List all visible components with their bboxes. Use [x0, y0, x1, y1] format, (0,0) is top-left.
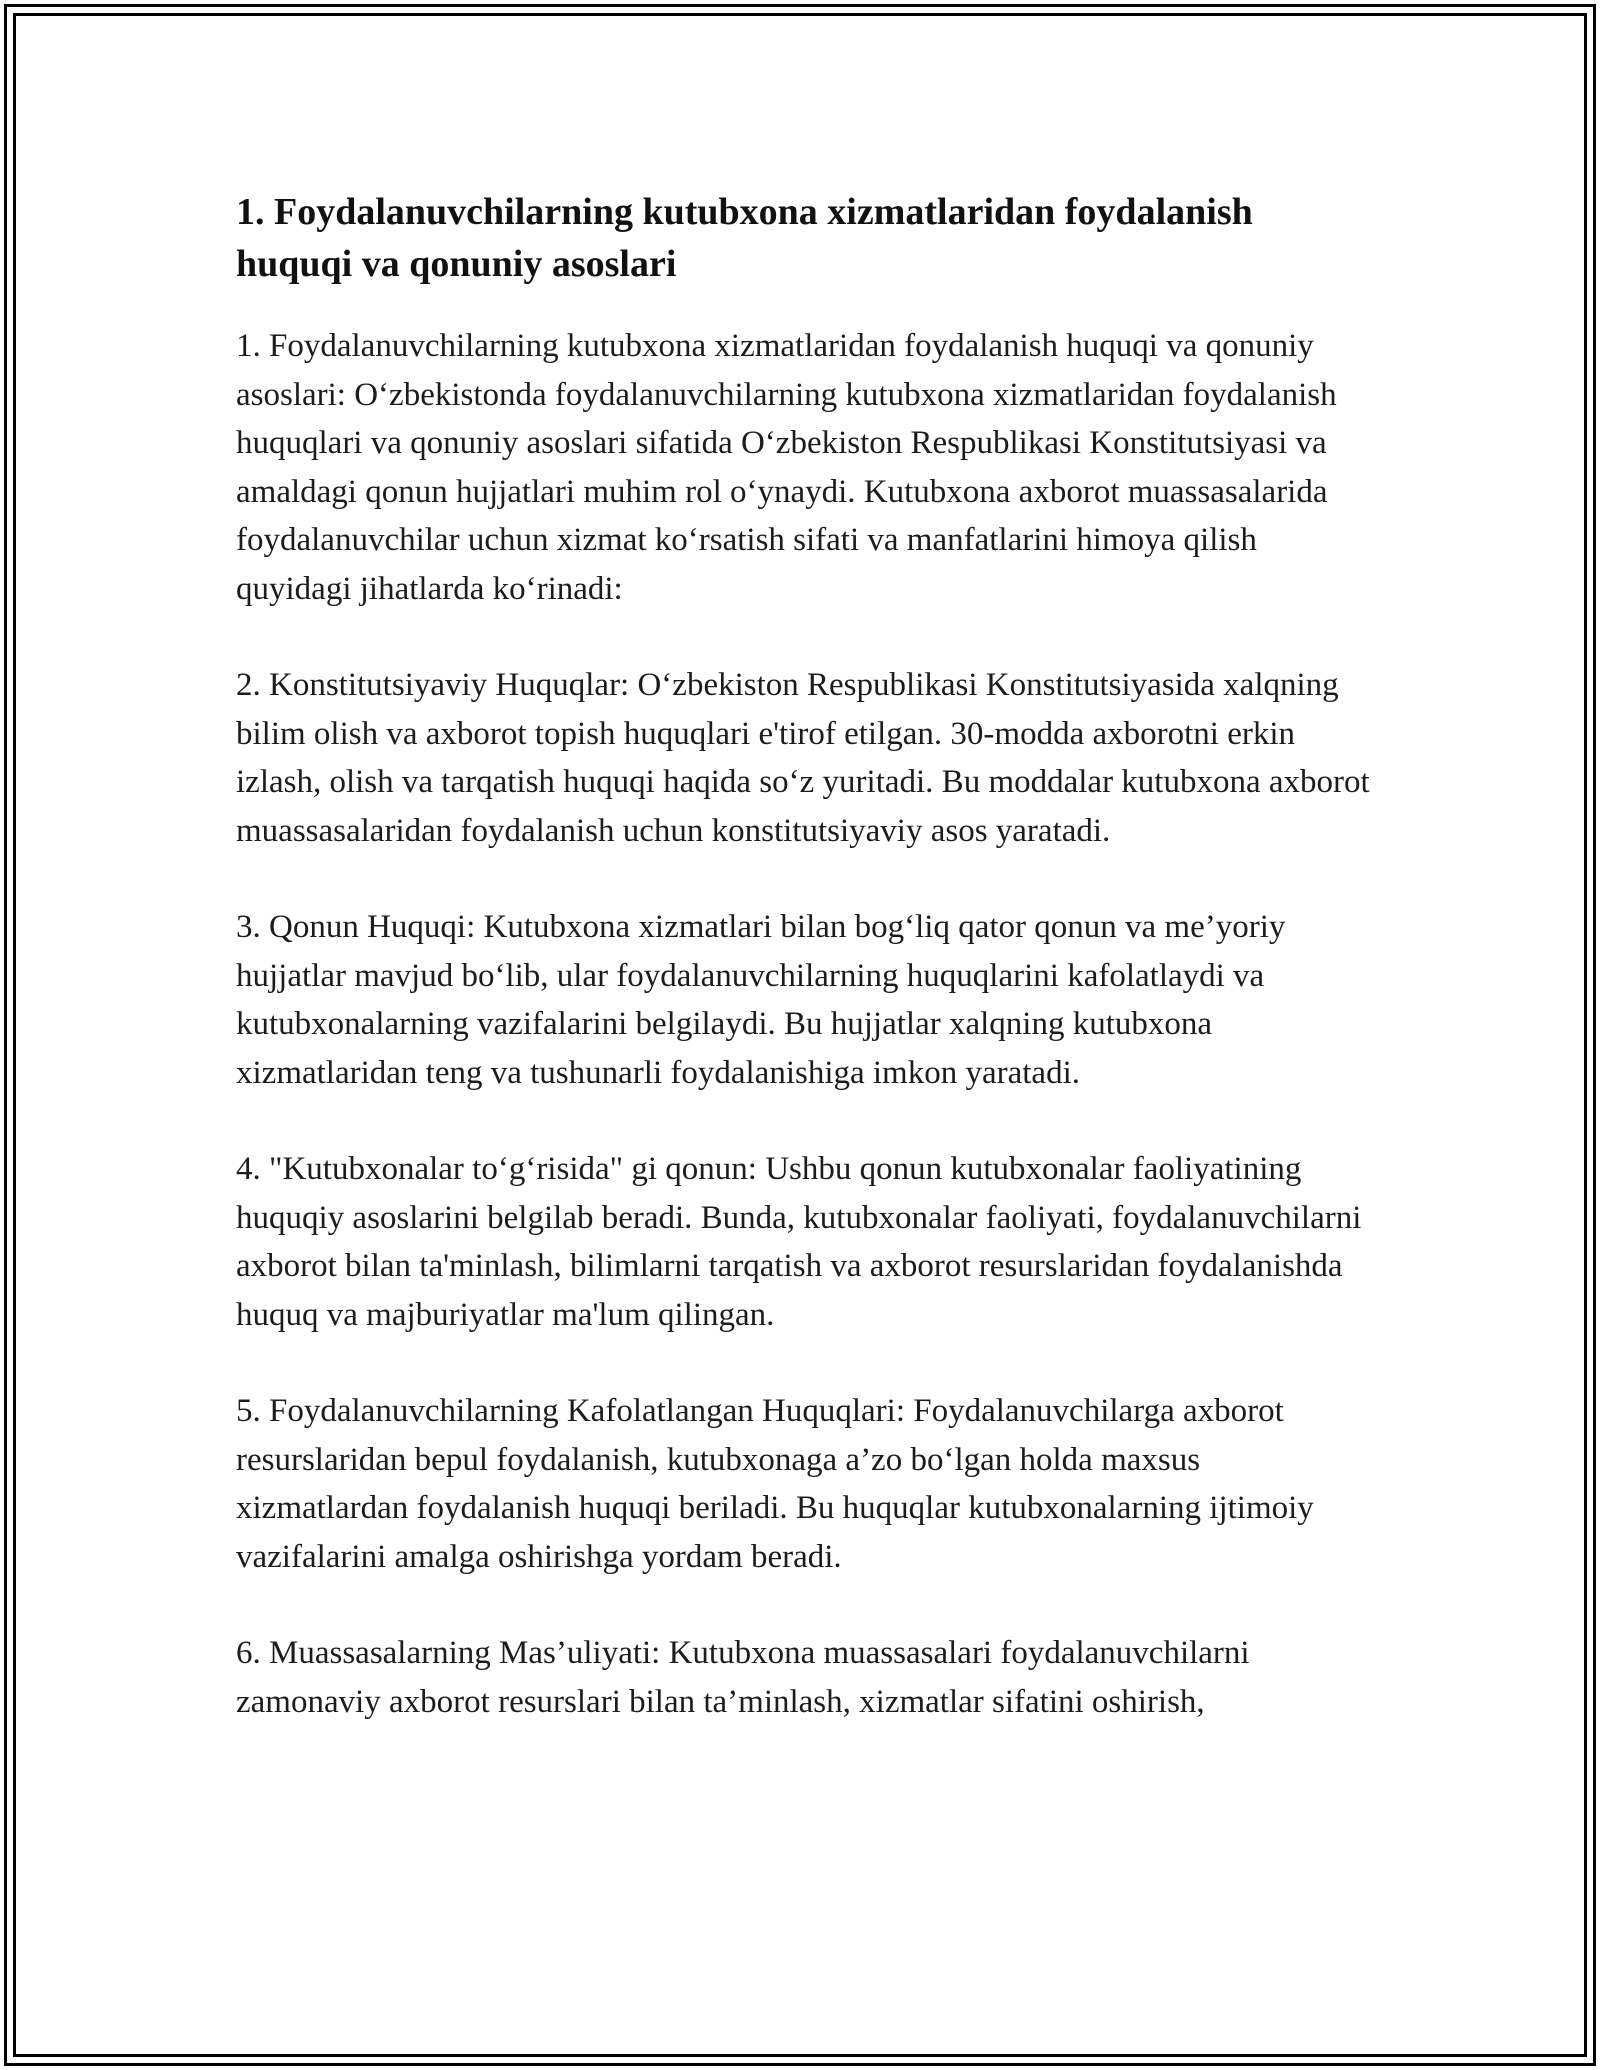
paragraph-5: 5. Foydalanuvchilarning Kafolatlangan Huquqlari: Foydalanuvchilarga axborot resurslaridan bepul foydalanish, kutubxonaga a’zo bo‘lgan holda maxsus xizmatlardan foydalanish huquqi beriladi. Bu huquqlar kutubxonalarning ijtimoiy vazifalarini amalga oshirishga yordam beradi. — [236, 1393, 1314, 1575]
paragraph-4: 4. "Kutubxonalar to‘g‘risida" gi qonun: Ushbu qonun kutubxonalar faoliyatining huquqiy asoslarini belgilab beradi. Bunda, kutubxonalar faoliyati, foydalanuvchilarni axborot bilan ta'minlash, bilimlarni tarqatish va axborot resurslaridan foydalanishda huquq va majburiyatlar ma'lum qilingan. — [236, 1151, 1362, 1333]
document-title: 1. Foydalanuvchilarning kutubxona xizmatlaridan foydalanish huquqi va qonuniy asoslari — [236, 191, 1253, 285]
paragraph-6: 6. Muassasalarning Mas’uliyati: Kutubxona muassasalari foydalanuvchilarni zamonaviy axborot resurslari bilan ta’minlash, xizmatlar sifatini oshirish, — [236, 1635, 1250, 1720]
paragraph-3: 3. Qonun Huquqi: Kutubxona xizmatlari bilan bog‘liq qator qonun va me’yoriy hujjatlar mavjud bo‘lib, ular foydalanuvchilarning huquqlarini kafolatlaydi va kutubxonalarning vazifalarini belgilaydi. Bu hujjatlar xalqning kutubxona xizmatlaridan teng va tushunarli foydalanishiga imkon yaratadi. — [236, 909, 1286, 1091]
paragraph-1: 1. Foydalanuvchilarning kutubxona xizmatlaridan foydalanish huquqi va qonuniy asoslari: O‘zbekistonda foydalanuvchilarning kutubxona xizmatlaridan foydalanish huquqlari va qonuniy asoslari sifatida O‘zbekiston Respublikasi Konstitutsiyasi va amaldagi qonun hujjatlari muhim rol o‘ynaydi. Kutubxona axborot muassasalarida foydalanuvchilar uchun xizmat ko‘rsatish sifati va manfatlarini himoya qilish quyidagi jihatlarda ko‘rinadi: — [236, 328, 1337, 607]
paragraph-2: 2. Konstitutsiyaviy Huquqlar: O‘zbekiston Respublikasi Konstitutsiyasida xalqning bilim olish va axborot topish huquqlari e'tirof etilgan. 30-modda axborotni erkin izlash, olish va tarqatish huquqi haqida so‘z yuritadi. Bu moddalar kutubxona axborot muassasalaridan foydalanish uchun konstitutsiyaviy asos yaratadi. — [236, 667, 1370, 849]
document-body — [236, 186, 1376, 1774]
